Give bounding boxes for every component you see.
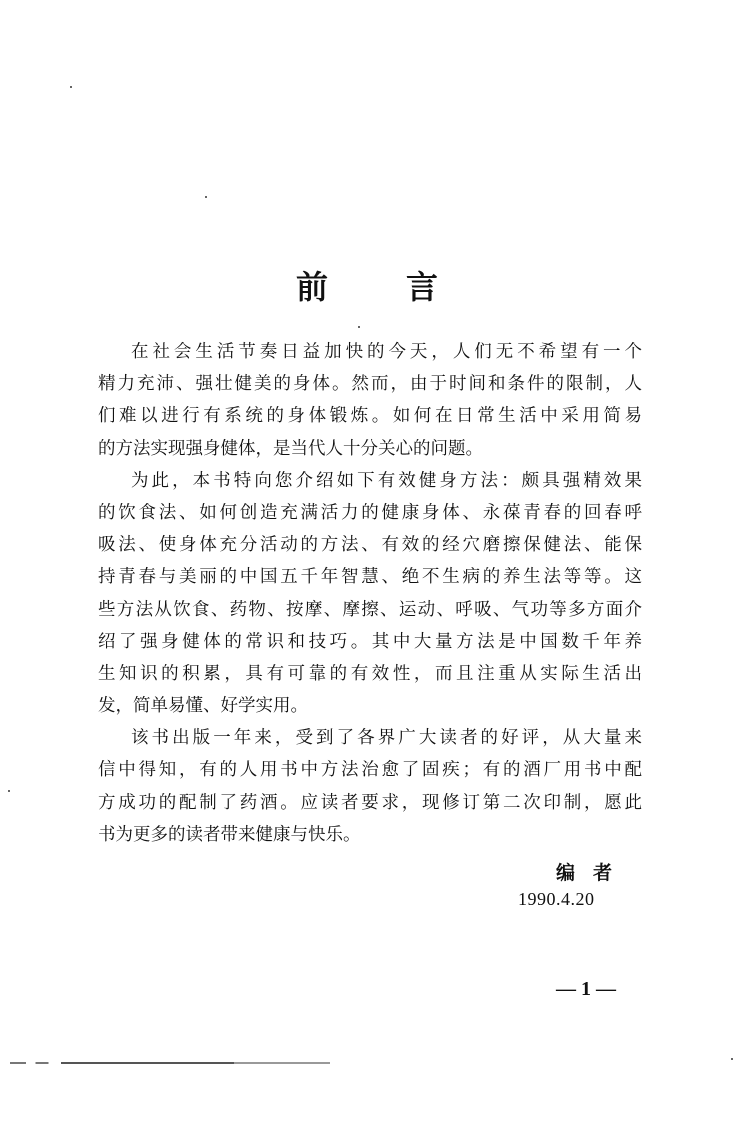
preface-body: [98, 336, 642, 851]
text-line: 持青春与美丽的中国五千年智慧、绝不生病的养生法等等。这: [98, 567, 642, 588]
text-line: 的方法实现强身健体，是当代人十分关心的问题。: [98, 438, 483, 459]
title-char: 言: [405, 268, 438, 306]
text-line: 生知识的积累，具有可靠的有效性，而且注重从实际生活出: [98, 663, 642, 684]
text-line: 为此，本书特向您介绍如下有效健身方法：颇具强精效果: [131, 470, 642, 491]
text-line: 精力充沛、强壮健美的身体。然而，由于时间和条件的限制，人: [98, 374, 642, 395]
text-line: 们难以进行有系统的身体锻炼。如何在日常生活中采用简易: [98, 406, 642, 427]
scan-speck: [205, 196, 207, 198]
scan-speck: [731, 1058, 733, 1060]
signature: [556, 858, 612, 885]
text-line: 在社会生活节奏日益加快的今天，人们无不希望有一个: [131, 342, 642, 362]
text-line: 书为更多的读者带来健康与快乐。: [98, 824, 361, 845]
text-line: 该书出版一年来，受到了各界广大读者的好评，从大量来: [131, 728, 642, 749]
date: 1990.4.20: [518, 889, 595, 909]
title-char: 前: [296, 268, 329, 306]
text-line: 信中得知，有的人用书中方法治愈了固疾；有的酒厂用书中配: [98, 760, 642, 781]
text-line: 绍了强身健体的常识和技巧。其中大量方法是中国数千年养: [98, 631, 642, 652]
scan-speck: [8, 790, 10, 792]
text-line: 方成功的配制了药酒。应读者要求，现修订第二次印制，愿此: [98, 792, 642, 813]
text-line: 发，简单易懂、好学实用。: [98, 696, 308, 717]
scan-speck: [70, 86, 72, 88]
page-number: — 1 —: [556, 978, 616, 1000]
scan-speck: [358, 326, 360, 328]
signature-char: 编: [556, 862, 576, 884]
signature-char: 者: [592, 862, 612, 884]
scan-artifact-line: [10, 1062, 330, 1064]
text-line: 些方法从饮食、药物、按摩、摩擦、运动、呼吸、气功等多方面介: [98, 599, 642, 620]
text-line: 吸法、使身体充分活动的方法、有效的经穴磨擦保健法、能保: [98, 535, 642, 556]
page-title: [296, 262, 438, 308]
text-line: 的饮食法、如何创造充满活力的健康身体、永葆青春的回春呼: [98, 502, 642, 523]
